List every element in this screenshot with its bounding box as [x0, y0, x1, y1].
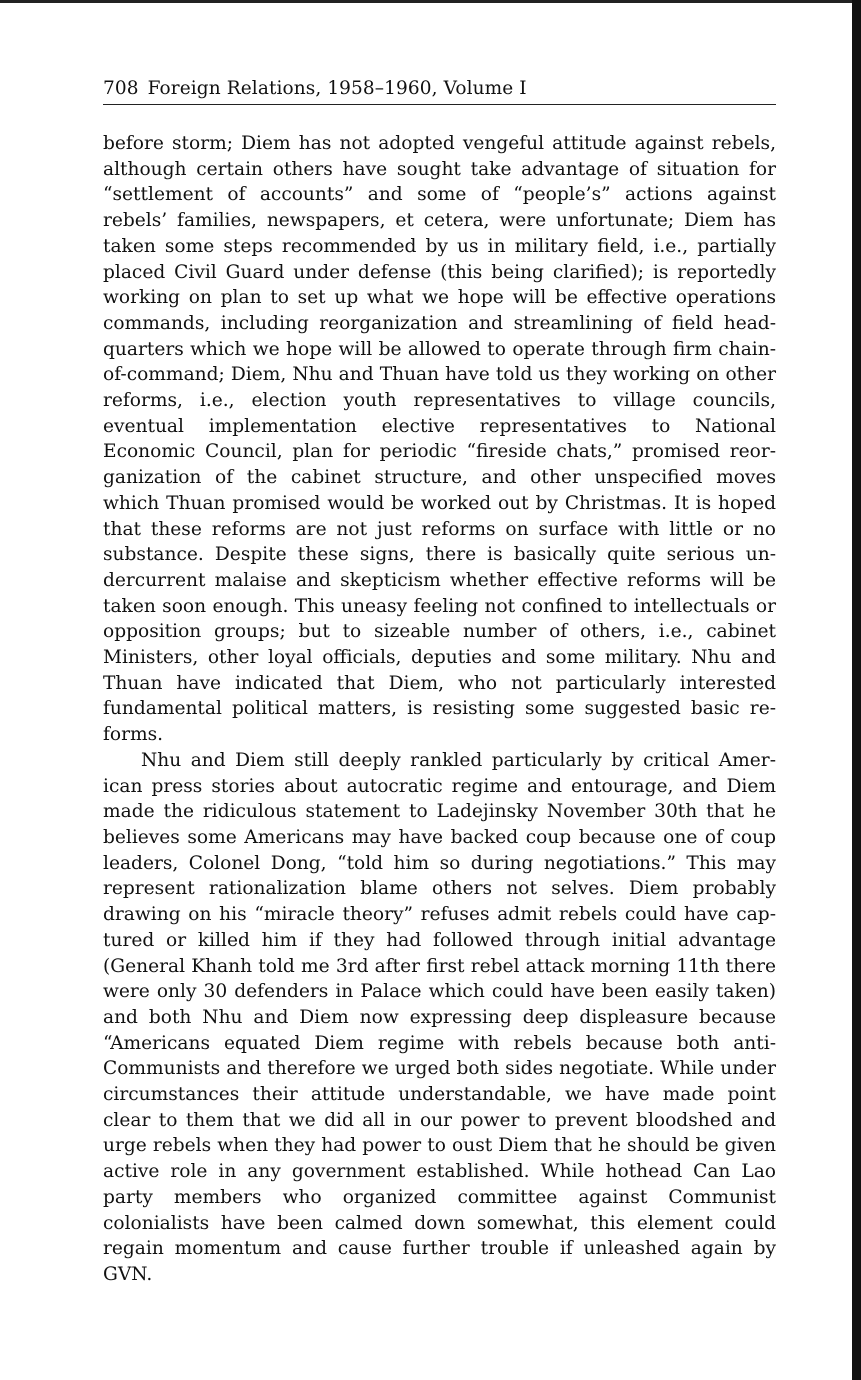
page-number: 708 — [103, 78, 139, 99]
running-header — [103, 76, 776, 105]
scan-border-top — [0, 0, 861, 3]
document-page — [103, 76, 776, 1288]
volume-title: Foreign Relations, 1958–1960, Volume I — [147, 78, 527, 99]
paragraph-continued: before storm; Diem has not adopted vengeful attitude against rebels, although certain others have sought take advantage of situation for “settlement of accounts” and some of “people’s” actions against rebels’ families, newspapers, et cetera, were unfortunate; Diem has taken some steps recommended by us in military field, i.e., partially placed Civil Guard under defense (this being clarified); is reportedly working on plan to set up what we hope will be effective operations commands, including reorganization and streamlining of field headquarters which we hope will be allowed to operate through firm chain-of-command; Diem, Nhu and Thuan have told us they working on other reforms, i.e., election youth representatives to village councils, eventual implementation elective representatives to National Economic Council, plan for periodic “fireside chats,” promised reorganization of the cabinet structure, and other unspecified moves which Thuan promised would be worked out by Christmas. It is hoped that these reforms are not just reforms on surface with little or no substance. Despite these signs, there is basically quite serious undercurrent malaise and skepticism whether effective reforms will be taken soon enough. This uneasy feeling not confined to intellectuals or opposition groups; but to sizeable number of others, i.e., cabinet Ministers, other loyal officials, deputies and some military. Nhu and Thuan have indicated that Diem, who not particularly interested fundamental political matters, is resisting some suggested basic reforms. — [103, 133, 776, 746]
scan-border-right — [852, 0, 861, 1380]
paragraph: Nhu and Diem still deeply rankled particularly by critical American press stories about autocratic regime and entourage, and Diem made the ridiculous statement to Ladejinsky November 30th that he believes some Americans may have backed coup because one of coup leaders, Colonel Dong, “told him so during negotiations.” This may represent rationalization blame others not selves. Diem probably drawing on his “miracle theory” refuses admit rebels could have captured or killed him if they had followed through initial advantage (General Khanh told me 3rd after first rebel attack morning 11th there were only 30 defenders in Palace which could have been easily taken) and both Nhu and Diem now expressing deep displeasure because “Americans equated Diem regime with rebels because both anti-Communists and therefore we urged both sides negotiate. While under circumstances their attitude understandable, we have made point clear to them that we did all in our power to prevent bloodshed and urge rebels when they had power to oust Diem that he should be given active role in any government established. While hothead Can Lao party members who organized committee against Communist colonialists have been calmed down somewhat, this element could regain momentum and cause further trouble if unleashed again by GVN. — [103, 749, 776, 1285]
body-text — [103, 131, 776, 1288]
